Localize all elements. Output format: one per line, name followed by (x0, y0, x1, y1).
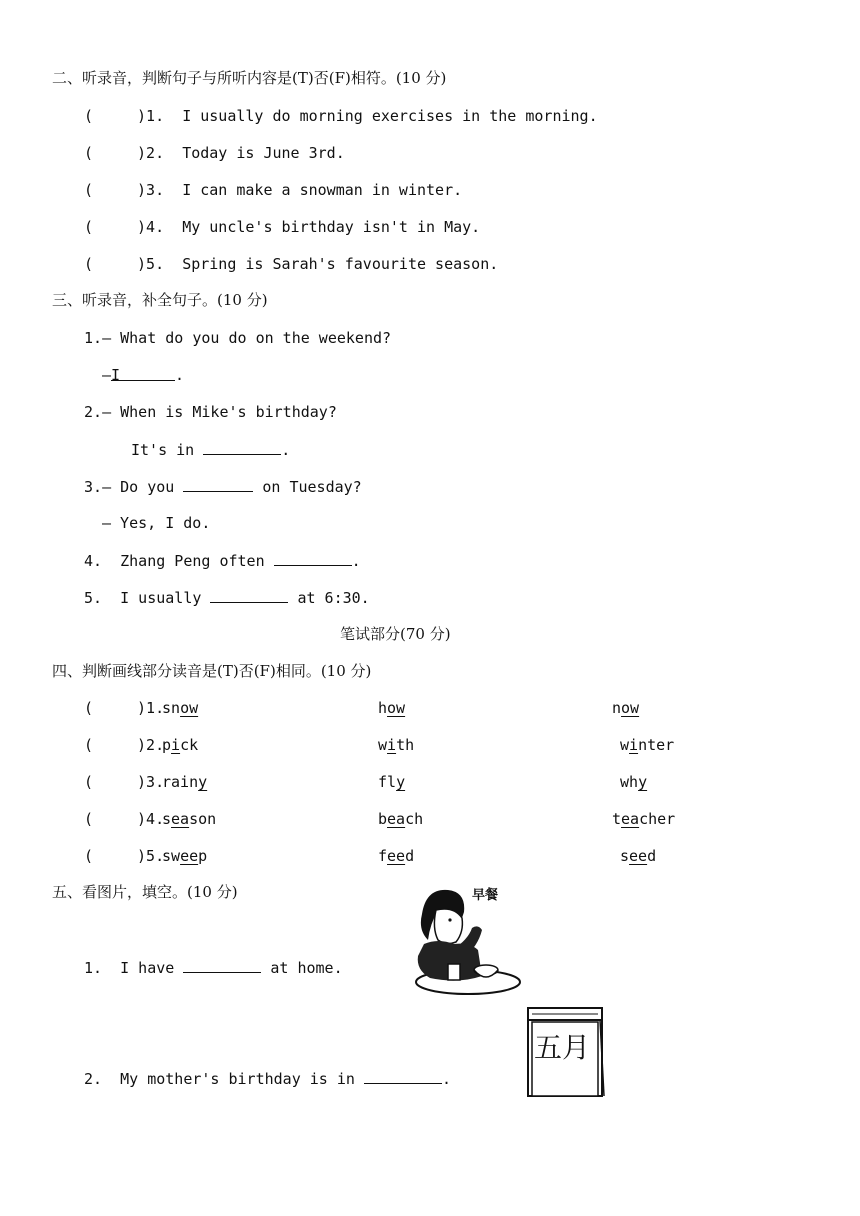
breakfast-label: 早餐 (472, 888, 499, 903)
question-number: )5. (137, 255, 165, 273)
open-paren: ( (84, 144, 94, 162)
question-text: My uncle's birthday isn't in May. (182, 218, 481, 236)
s5-q2 (84, 1068, 451, 1089)
phonics-word (162, 809, 216, 829)
word-part: b (378, 810, 388, 828)
word-part: f (378, 847, 388, 865)
question-text: at 6:30. (297, 589, 370, 607)
open-paren: ( (84, 773, 94, 791)
s3-q1-prompt (84, 328, 391, 348)
question-text: Zhang Peng often (120, 552, 265, 570)
question-number: )3. (137, 181, 165, 199)
phonics-word (378, 772, 405, 792)
question-number: )2. (137, 736, 165, 754)
question-number: )5. (137, 847, 165, 865)
period: . (281, 441, 291, 459)
word-part: n (612, 699, 622, 717)
phonics-row (84, 735, 164, 755)
word-part: rain (162, 773, 199, 791)
s3-q4 (84, 550, 361, 571)
answer-blank[interactable] (210, 587, 288, 603)
question-text: My mother's birthday is in (120, 1070, 355, 1088)
word-part: son (189, 810, 217, 828)
underlined-letters: ee (629, 847, 648, 865)
question-text: — When is Mike's birthday? (102, 403, 337, 421)
breakfast-picture (408, 884, 528, 1000)
question-number: 3. (84, 478, 103, 496)
s3-q2-answer (131, 439, 290, 460)
word-part: s (162, 810, 172, 828)
dash: — (102, 366, 112, 384)
open-paren: ( (84, 218, 94, 236)
word-part: wh (620, 773, 639, 791)
question-number: 5. (84, 589, 103, 607)
word-part: th (396, 736, 415, 754)
word-part: ch (405, 810, 424, 828)
question-number: )2. (137, 144, 165, 162)
answer-text: It's in (131, 441, 195, 459)
question-number: 2. (84, 403, 103, 421)
question-text: I usually do morning exercises in the morning. (182, 107, 598, 125)
underlined-letters: ow (180, 699, 199, 717)
underlined-letters: ea (387, 810, 406, 828)
open-paren: ( (84, 181, 94, 199)
underlined-letters: i (387, 736, 397, 754)
question-text: I have (120, 959, 175, 977)
question-text: I can make a snowman in winter. (182, 181, 463, 199)
word-part: sw (162, 847, 181, 865)
phonics-word (378, 735, 414, 755)
question-text: I usually (120, 589, 202, 607)
open-paren: ( (84, 847, 94, 865)
section5-heading: 五、看图片，填空。(10 分) (52, 883, 238, 901)
underlined-letters: ea (171, 810, 190, 828)
underlined-letters: ee (180, 847, 199, 865)
s3-q5 (84, 587, 370, 608)
phonics-row (84, 772, 164, 792)
word-part: d (405, 847, 415, 865)
underlined-letters: y (198, 773, 208, 791)
word-part: w (620, 736, 630, 754)
written-part-title: 笔试部分(70 分) (340, 625, 451, 643)
underlined-letters: i (629, 736, 639, 754)
phonics-word (620, 735, 674, 755)
phonics-word (612, 809, 675, 829)
question-text: Today is June 3rd. (182, 144, 345, 162)
period: . (351, 552, 361, 570)
listening-judge-item (84, 217, 480, 237)
open-paren: ( (84, 107, 94, 125)
listening-judge-item (84, 254, 498, 274)
phonics-word (620, 846, 656, 866)
s3-q3-answer: — Yes, I do. (102, 514, 211, 532)
answer-blank[interactable] (364, 1068, 442, 1084)
open-paren: ( (84, 736, 94, 754)
phonics-word (162, 846, 207, 866)
question-number: 1. (84, 959, 103, 977)
word-part: sn (162, 699, 181, 717)
word-part: nter (638, 736, 675, 754)
word-part: p (198, 847, 208, 865)
section4-heading: 四、判断画线部分读音是(T)否(F)相同。(10 分) (52, 662, 372, 680)
section3-heading: 三、听录音，补全句子。(10 分) (52, 291, 268, 309)
open-paren: ( (84, 255, 94, 273)
open-paren: ( (84, 699, 94, 717)
answer-blank[interactable] (274, 550, 352, 566)
answer-blank[interactable] (111, 365, 175, 384)
underlined-letters: i (171, 736, 181, 754)
answer-blank[interactable] (183, 957, 261, 973)
answer-blank[interactable] (183, 476, 253, 492)
word-part: s (620, 847, 630, 865)
phonics-word (378, 846, 414, 866)
phonics-word (378, 698, 405, 718)
word-part: t (612, 810, 622, 828)
listening-judge-item (84, 106, 598, 126)
phonics-word (162, 772, 207, 792)
question-text: on Tuesday? (262, 478, 362, 496)
calendar-picture (524, 1004, 606, 1100)
question-number: )4. (137, 218, 165, 236)
question-number: )1. (137, 699, 165, 717)
word-part: p (162, 736, 172, 754)
phonics-row (84, 698, 164, 718)
phonics-word (162, 735, 198, 755)
s3-q3-prompt (84, 476, 362, 497)
underlined-letters: ee (387, 847, 406, 865)
phonics-word (162, 698, 198, 718)
word-part: h (378, 699, 388, 717)
s5-q1 (84, 957, 343, 978)
question-number: )4. (137, 810, 165, 828)
child-eating-icon (408, 884, 528, 1000)
question-text: Spring is Sarah's favourite season. (182, 255, 499, 273)
listening-judge-item (84, 180, 462, 200)
word-part: ck (180, 736, 199, 754)
underlined-letters: y (396, 773, 406, 791)
word-part: w (378, 736, 388, 754)
period: . (175, 366, 185, 384)
calendar-month-label: 五月 (534, 1031, 591, 1064)
listening-judge-item (84, 143, 345, 163)
word-part: cher (639, 810, 676, 828)
underlined-letters: ow (621, 699, 640, 717)
underlined-letters: ow (387, 699, 406, 717)
phonics-row (84, 846, 164, 866)
question-number: 4. (84, 552, 103, 570)
s3-q1-answer (102, 365, 184, 385)
open-paren: ( (84, 810, 94, 828)
s3-q2-prompt (84, 402, 337, 422)
word-part: fl (378, 773, 397, 791)
question-text: at home. (270, 959, 343, 977)
question-text: — Do you (102, 478, 175, 496)
blank-prefill: I (111, 366, 121, 384)
section2-heading: 二、听录音，判断句子与所听内容是(T)否(F)相符。(10 分) (52, 69, 447, 87)
question-number: )3. (137, 773, 165, 791)
underlined-letters: y (638, 773, 648, 791)
phonics-word (612, 698, 639, 718)
question-number: 2. (84, 1070, 103, 1088)
question-text: — What do you do on the weekend? (102, 329, 392, 347)
phonics-word (378, 809, 423, 829)
phonics-row (84, 809, 164, 829)
answer-blank[interactable] (203, 439, 281, 455)
question-number: )1. (137, 107, 165, 125)
period: . (441, 1070, 451, 1088)
phonics-word (620, 772, 647, 792)
question-number: 1. (84, 329, 103, 347)
underlined-letters: ea (621, 810, 640, 828)
word-part: d (647, 847, 657, 865)
